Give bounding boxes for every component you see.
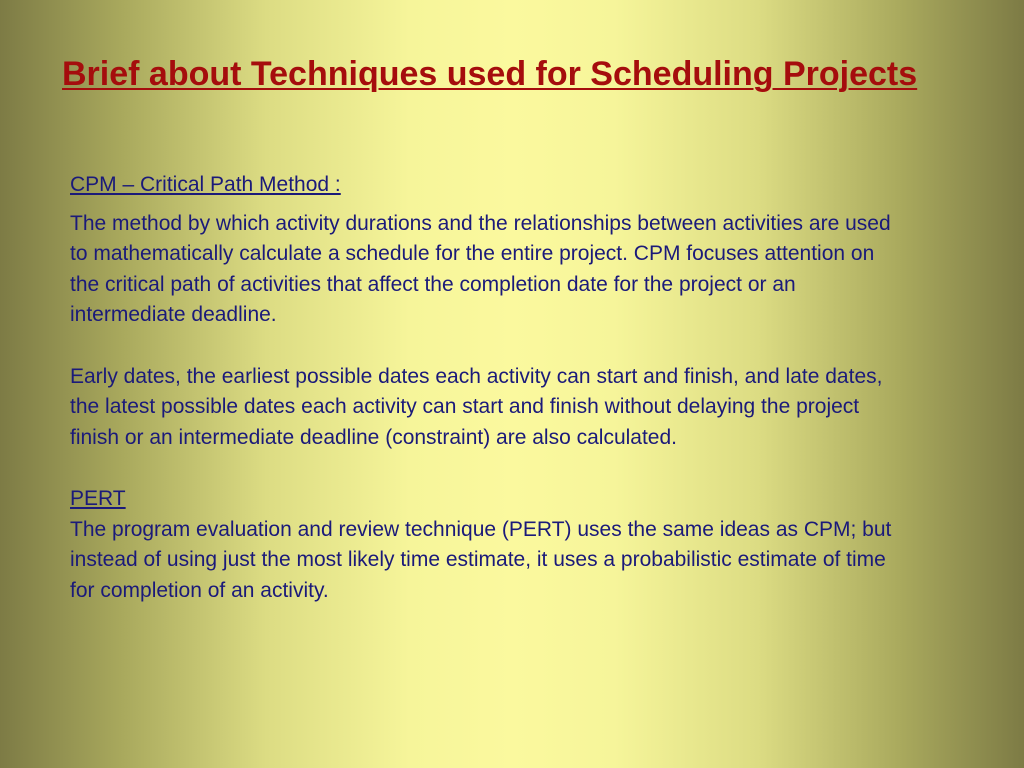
pert-heading: PERT bbox=[70, 487, 126, 510]
cpm-section bbox=[70, 170, 900, 201]
pert-section bbox=[70, 484, 900, 515]
cpm-paragraph-dates: Early dates, the earliest possible dates each activity can start and finish, and late dates, the latest possible dates each activity can start and finish without delaying the project finish or an intermediate deadline (constraint) are also calculated. bbox=[70, 364, 883, 449]
pert-paragraph: The program evaluation and review technique (PERT) uses the same ideas as CPM; but instead of using just the most likely time estimate, it uses a probabilistic estimate of time for completion of an activity. bbox=[70, 517, 892, 602]
slide-content bbox=[70, 170, 900, 606]
cpm-heading: CPM – Critical Path Method : bbox=[70, 173, 341, 196]
cpm-paragraph-definition: The method by which activity durations and the relationships between activities are used to mathematically calculate a schedule for the entire project. CPM focuses attention on the critical path of activities that affect the completion date for the project or an intermediate deadline. bbox=[70, 211, 891, 326]
slide-title: Brief about Techniques used for Scheduling Projects bbox=[62, 55, 918, 93]
